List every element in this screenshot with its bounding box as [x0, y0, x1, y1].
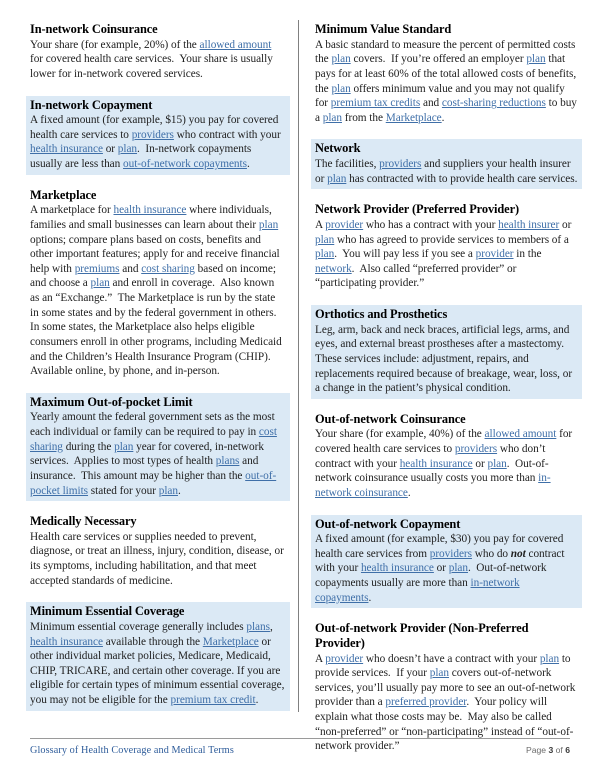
link-plan[interactable]: plan — [331, 53, 351, 66]
entry-spacer — [315, 504, 578, 515]
term-heading: Minimum Value Standard — [315, 22, 452, 36]
link-health-insurer[interactable]: health insurer — [498, 218, 560, 231]
link-plan[interactable]: plan — [258, 218, 279, 231]
term-definition: Health care services or supplies needed to prevent, diagnose, or treat an illness, injury, condition, disease, or its symptoms, including habilitation, and that meet accepted standards of medicine. — [30, 530, 284, 587]
glossary-entry-out-of-network-copayment — [311, 515, 582, 609]
link-plans[interactable]: plans — [215, 455, 240, 468]
link-health-insurance[interactable]: health insurance — [30, 143, 103, 156]
page-footer — [30, 745, 570, 756]
link-plan[interactable]: plan — [487, 457, 507, 470]
glossary-entry-minimum-essential-coverage — [26, 602, 290, 710]
term-definition: A basic standard to measure the percent of permitted costs the plan covers. If you’re offered an employer plan that pays for at least 60% of the total allowed costs of benefits, the plan offers minimum value and you may not qualify for premium tax credits and cost-sharing reductions to buy a plan from the Marketplace. — [315, 38, 577, 124]
link-providers[interactable]: providers — [379, 158, 422, 170]
term-heading: Medically Necessary — [30, 514, 137, 529]
glossary-entry-orthotics-and-prosthetics — [311, 305, 582, 399]
term-definition: Minimum essential coverage generally includes plans, health insurance available through the Marketplace or other individual market policies, Medicare, Medicaid, CHIP, TRICARE, and certain other coverage. If you are eligible for certain types of minimum essential coverage, you may not be eligible for the premium tax credit. — [30, 620, 285, 706]
glossary-entry-in-network-coinsurance — [26, 20, 290, 85]
link-allowed-amount[interactable]: allowed amount — [199, 38, 272, 51]
link-premium-tax-credit[interactable]: premium tax credit — [170, 694, 256, 706]
term-definition: Yearly amount the federal government sets as the most each individual or family can be required to pay in cost sharing during the plan year for covered, in-network services. Applies to most types of health plans and insurance. This amount may be higher than the out-of-pocket limits stated for your plan. — [30, 411, 277, 497]
footer-divider — [30, 738, 570, 739]
term-definition: The facilities, providers and suppliers your health insurer or plan has contracted with to provide health care services. — [315, 158, 578, 185]
link-providers[interactable]: providers — [454, 443, 498, 455]
entry-spacer — [30, 85, 286, 96]
link-health-insurance[interactable]: health insurance — [113, 204, 187, 217]
glossary-entry-medically-necessary — [26, 512, 290, 591]
footer-document-title: Glossary of Health Coverage and Medical Terms — [30, 745, 234, 756]
link-marketplace[interactable]: Marketplace — [202, 635, 259, 648]
link-plan[interactable]: plan — [315, 248, 335, 261]
glossary-entry-network-provider — [311, 200, 582, 294]
term-heading: In-network Coinsurance — [30, 22, 158, 36]
entry-spacer — [315, 399, 578, 410]
entry-spacer — [30, 382, 286, 393]
term-definition: A fixed amount (for example, $30) you pay for covered health care services from providers who do not contract with your health insurance or plan. Out-of-network copayments usually are more than in-network copayments. — [315, 533, 565, 604]
link-providers[interactable]: providers — [429, 547, 472, 560]
glossary-entry-out-of-network-coinsurance — [311, 410, 582, 504]
link-plan[interactable]: plan — [158, 484, 178, 497]
link-plan[interactable]: plan — [429, 667, 449, 680]
term-definition: Your share (for example, 20%) of the allowed amount for covered health care services. Your share is usually lower for in-network covered services. — [30, 38, 273, 80]
link-provider[interactable]: provider — [325, 652, 364, 665]
footer-current-page: 3 — [548, 745, 554, 755]
glossary-entry-marketplace — [26, 186, 290, 382]
glossary-entry-in-network-copayment — [26, 96, 290, 175]
link-out-of-pocket-limits[interactable]: out-of-pocket limits — [30, 469, 277, 497]
link-network[interactable]: network — [315, 262, 352, 275]
term-heading: Network — [315, 141, 361, 156]
entry-spacer — [315, 608, 578, 619]
entry-spacer — [315, 294, 578, 305]
link-providers[interactable]: providers — [131, 128, 174, 141]
term-heading: Orthotics and Prosthetics — [315, 307, 448, 321]
link-plans[interactable]: plans — [246, 620, 270, 633]
link-plan[interactable]: plan — [117, 143, 138, 156]
link-plan[interactable]: plan — [322, 111, 342, 124]
term-heading: Marketplace — [30, 187, 97, 202]
entry-spacer — [30, 591, 286, 602]
glossary-entry-out-of-network-provider — [311, 619, 582, 757]
term-definition: A marketplace for health insurance where individuals, families and small businesses can learn about their plan options; compare plans based on costs, benefits and other important features; apply for and receive financial help with premiums and cost sharing based on income; and choose a plan and enroll in coverage. Also known as an “Exchange.” The Marketplace is run by the state in some states and by the federal government in others. In some states, the Marketplace also helps eligible consumers enroll in other programs, including Medicaid and the Children’s Health Insurance Program (CHIP). Available online, by phone, and in-person. — [30, 204, 282, 378]
link-plan[interactable]: plan — [448, 562, 468, 575]
link-premiums[interactable]: premiums — [74, 262, 120, 275]
link-plan[interactable]: plan — [90, 277, 110, 290]
term-heading: Out-of-network Copayment — [315, 516, 461, 531]
entry-spacer — [30, 501, 286, 512]
glossary-entry-network — [311, 139, 582, 189]
link-plan[interactable]: plan — [539, 652, 560, 665]
link-in-network-coinsurance[interactable]: in-network coinsurance — [315, 472, 551, 499]
term-heading: In-network Copayment — [30, 97, 153, 112]
link-provider[interactable]: provider — [325, 218, 364, 231]
term-definition: A provider who has a contract with your health insurer or plan who has agreed to provide services to members of a plan. You will pay less if you see a provider in the network. Also called “preferred provider” or “participating provider.” — [315, 218, 572, 290]
term-definition: A fixed amount (for example, $15) you pay for covered health care services to providers who contract with your health insurance or plan. In-network copayments usually are less than out-of-network copayments. — [30, 114, 281, 170]
link-cost-sharing-reductions[interactable]: cost-sharing reductions — [441, 97, 546, 110]
entry-spacer — [315, 128, 578, 139]
link-marketplace[interactable]: Marketplace — [385, 111, 442, 124]
link-health-insurance[interactable]: health insurance — [399, 457, 473, 470]
link-plan[interactable]: plan — [526, 53, 546, 66]
term-heading: Network Provider (Preferred Provider) — [315, 202, 519, 217]
entry-spacer — [30, 175, 286, 186]
glossary-entry-minimum-value-standard — [311, 20, 582, 128]
term-heading: Maximum Out-of-pocket Limit — [30, 394, 193, 409]
link-in-network-copayments[interactable]: in-network copayments — [315, 577, 520, 604]
link-out-of-network-copayments[interactable]: out-of-network copayments — [123, 158, 247, 170]
footer-total-pages: 6 — [565, 745, 570, 755]
link-health-insurance[interactable]: health insurance — [30, 635, 103, 648]
glossary-entry-maximum-out-of-pocket-limit — [26, 393, 290, 501]
term-definition: A provider who doesn’t have a contract with your plan to provide services. If your plan covers out-of-network services, you’ll usually pay more to see an out-of-network provider than a preferred provider. Your policy will explain what those costs may be. May also be called “non-preferred” or “non-participating” instead of “out-of-network provider.” — [315, 652, 576, 753]
link-allowed-amount[interactable]: allowed amount — [484, 428, 557, 441]
entry-spacer — [315, 189, 578, 200]
left-column — [0, 20, 298, 712]
link-health-insurance[interactable]: health insurance — [360, 562, 434, 575]
footer-page-number: Page 3 of 6 — [526, 745, 570, 755]
link-plan[interactable]: plan — [327, 172, 347, 185]
link-plan[interactable]: plan — [114, 440, 134, 453]
term-definition: Your share (for example, 40%) of the allowed amount for covered health care services to providers who don’t contract with your health insurance or plan. Out-of-network coinsurance usually costs you more than in-network coinsurance. — [315, 428, 573, 499]
term-heading: Out-of-network Coinsurance — [315, 411, 466, 426]
term-heading: Minimum Essential Coverage — [30, 604, 185, 619]
link-plan[interactable]: plan — [315, 233, 335, 246]
link-premium-tax-credits[interactable]: premium tax credits — [330, 97, 421, 110]
emphasis-not: not — [510, 547, 526, 560]
link-provider[interactable]: provider — [475, 248, 514, 261]
link-cost-sharing[interactable]: cost sharing — [141, 262, 195, 275]
link-preferred-provider[interactable]: preferred provider — [385, 696, 467, 709]
term-heading: Out-of-network Provider (Non-Preferred Provider) — [315, 621, 529, 650]
link-plan[interactable]: plan — [331, 82, 351, 95]
term-definition: Leg, arm, back and neck braces, artificial legs, arms, and eyes, and external breast prostheses after a mastectomy. These services include: adjustment, repairs, and replacements required because of breakage, wear, loss, or a change in the patient’s physical condition. — [315, 323, 573, 395]
link-cost-sharing[interactable]: cost sharing — [30, 426, 277, 453]
